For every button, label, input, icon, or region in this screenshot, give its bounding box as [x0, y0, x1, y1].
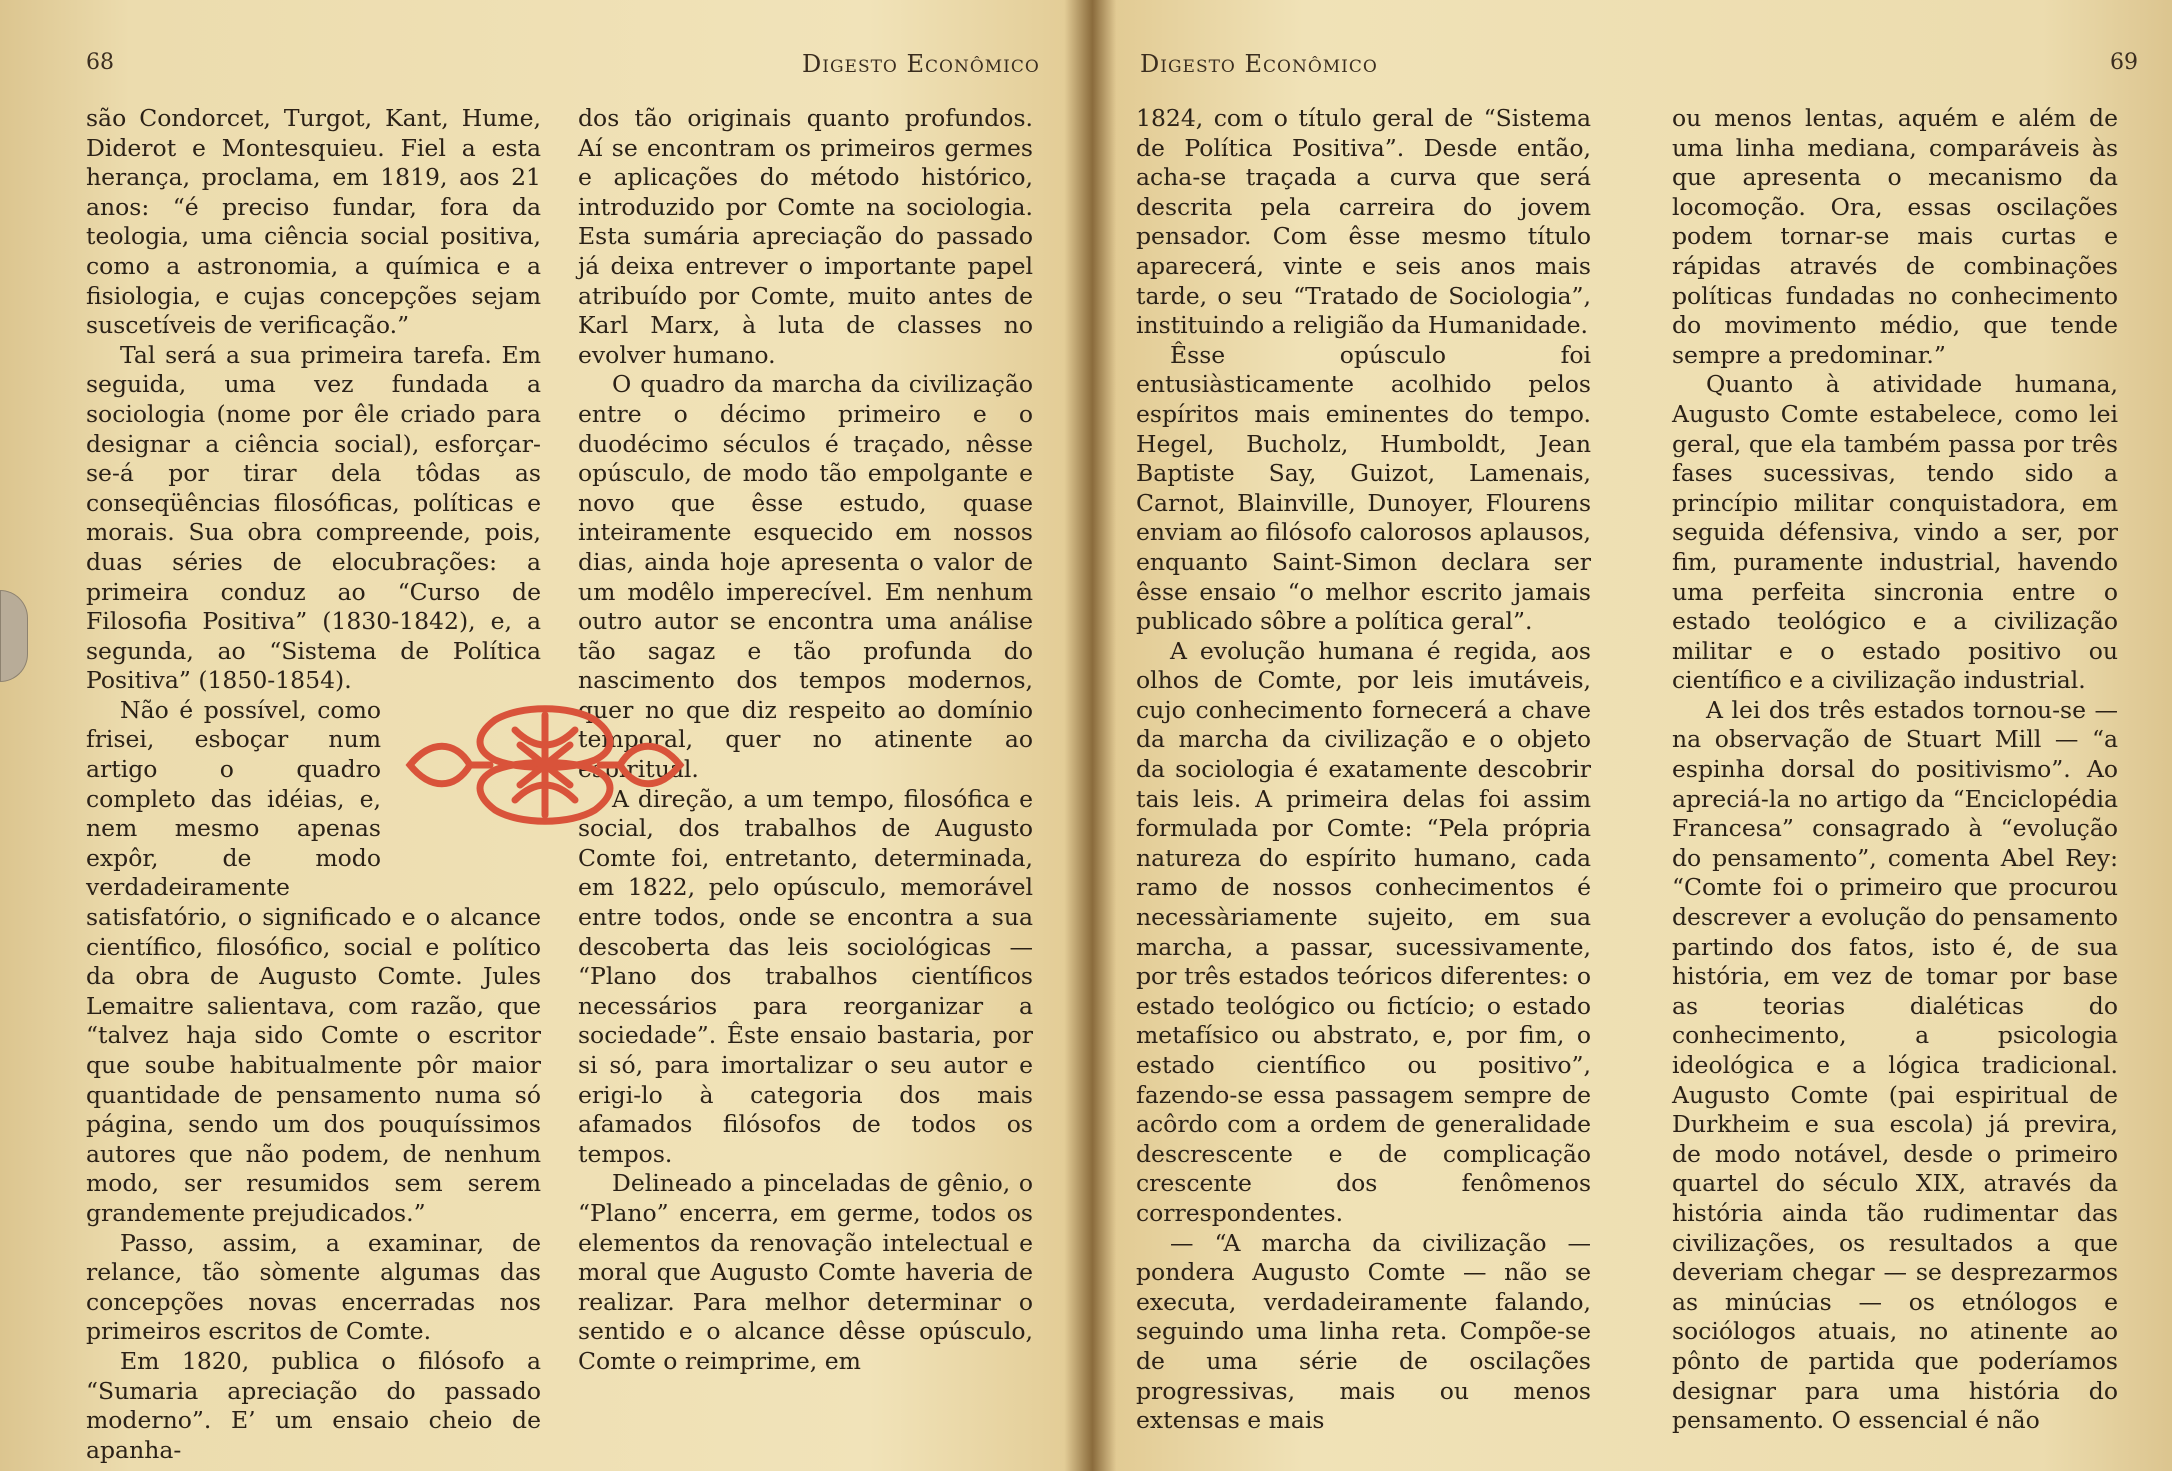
right-column-2 — [1672, 104, 2118, 1436]
paragraph: são Condorcet, Turgot, Kant, Hume, Diderot e Montesquieu. Fiel a esta herança, proclama, em 1819, aos 21 anos: “é preciso fundar, fora da teologia, uma ciência social positiva, como a astronomia, a química e a fisiologia, e cujas concepções sejam suscetíveis de verificação.” — [86, 104, 541, 340]
right-page — [1086, 0, 2172, 1471]
paragraph: dos tão originais quanto profundos. Aí se encontram os primeiros germes e aplicações do método histórico, introduzido por Comte na sociologia. Esta sumária apreciação do passado já deixa entrever o importante papel atribuído por Comte, muito antes de Karl Marx, à luta de classes no evolver humano. — [578, 104, 1033, 369]
paragraph: Delineado a pinceladas de gênio, o “Plano” encerra, em germe, todos os elementos da renovação intelectual e moral que Augusto Comte haveria de realizar. Para melhor determinar o sentido e o alcance dêsse opúsculo, Comte o reimprime, em — [578, 1169, 1033, 1375]
paragraph: ou menos lentas, aquém e além de uma linha mediana, comparáveis às que apresenta o mecanismo da locomoção. Ora, essas oscilações podem tornar-se mais curtas e rápidas através de combinações políticas fundadas no conhecimento do movimento médio, que tende sempre a predominar.” — [1672, 104, 2118, 369]
paragraph: — “A marcha da civilização — pondera Augusto Comte — não se executa, verdadeiramente falando, seguindo uma linha reta. Compõe-se de uma série de oscilações progressivas, mais ou menos extensas e mais — [1136, 1228, 1591, 1435]
paragraph: 1824, com o título geral de “Sistema de Política Positiva”. Desde então, acha-se traçada a curva que será descrita pela carreira do jovem pensador. Com êsse mesmo título aparecerá, vinte e seis anos mais tarde, o seu “Tratado de Sociologia”, instituindo a religião da Humanidade. — [1136, 104, 1591, 340]
paragraph: A evolução humana é regida, aos olhos de Comte, por leis imutáveis, cujo conhecimento fornecerá a chave da marcha da civilização e o objeto da sociologia é exatamente descobrir tais leis. A primeira delas foi assim formulada por Comte: “Pela própria natureza do espírito humano, cada ramo de nossos conhecimentos é necessàriamente sujeito, em sua marcha, a passar, sucessivamente, por três estados teóricos diferentes: o estado teológico ou fictício; o estado metafísico ou abstrato, e, por fim, o estado científico ou positivo”, fazendo-se essa passagem sempre de acôrdo com a ordem de generalidade descrescente e de complicação crescente dos fenômenos correspondentes. — [1136, 636, 1591, 1227]
paragraph: Quanto à atividade humana, Augusto Comte estabelece, como lei geral, que ela também passa por três fases sucessivas, tendo sido a princípio militar conquistadora, em seguida défensiva, vindo a ser, por fim, puramente industrial, havendo uma perfeita sincronia entre o estado teológico e a civilização militar e o estado positivo ou científico e a civilização industrial. — [1672, 370, 2118, 695]
paragraph: A lei dos três estados tornou-se — na observação de Stuart Mill — “a espinha dorsal do positivismo”. Ao apreciá-la no artigo da “Enciclopédia Francesa” consagrado à “evolução do pensamento”, comenta Abel Rey: “Comte foi o primeiro que procurou descrever a evolução do pensamento partindo dos fatos, isto é, de sua história, em vez de tomar por base as teorias dialéticas do conhecimento, a psicologia ideológica e a lógica tradicional. Augusto Comte (pai espiritual de Durkheim e sua escola) já previra, de modo notável, desde o primeiro quartel do século XIX, através da história ainda tão rudimentar das civilizações, os resultados a que deveriam chegar — se desprezarmos as minúcias — os etnólogos e sociólogos atuais, no atinente ao pônto de partida que poderíamos designar para uma história do pensamento. O essencial é não — [1672, 695, 2118, 1435]
paragraph: Tal será a sua primeira tarefa. Em seguida, uma vez fundada a sociologia (nome por êle criado para designar a ciência social), esforçar-se-á por tirar dela tôdas as conseqüências filosóficas, políticas e morais. Sua obra compreende, pois, duas séries de elocubrações: a primeira conduz ao “Curso de Filosofia Positiva” (1830-1842), e, a segunda, ao “Sistema de Política Positiva” (1850-1854). — [86, 340, 541, 695]
decorative-ornament — [400, 700, 690, 830]
paragraph: Passo, assim, a examinar, de relance, tão sòmente algumas das concepções novas encerradas nos primeiros escritos de Comte. — [86, 1228, 541, 1346]
paragraph: Não é possível, como frisei, esboçar num artigo o quadro completo das idéias, e, nem mesmo apenas expôr, de modo verdadeiramente satisfatório, o significado e o alcance científico, filosófico, social e político da obra de Augusto Comte. Jules Lemaitre salientava, com razão, que “talvez haja sido Comte o escritor que soube habitualmente pôr maior quantidade de pensamento numa só página, sendo um dos pouquíssimos autores que não podem, de nenhum modo, ser resumidos sem serem grandemente prejudicados.” — [86, 695, 541, 1227]
paragraph: A direção, a um tempo, filosófica e social, dos trabalhos de Augusto Comte foi, entretanto, determinada, em 1822, pelo opúsculo, memorável entre todos, onde se encontra a sua descoberta das leis sociológicas — “Plano dos trabalhos científicos necessários para reorganizar a sociedade”. Êste ensaio bastaria, por si só, para imortalizar o seu autor e erigi-lo à categoria dos mais afamados filósofos de todos os tempos. — [578, 784, 1033, 1168]
page-number: 69 — [2110, 50, 2138, 75]
running-head: Digesto Econômico — [802, 50, 1040, 78]
page-number: 68 — [86, 50, 114, 75]
paragraph: Em 1820, publica o filósofo a “Sumaria apreciação do passado moderno”. E’ um ensaio cheio de apanha- — [86, 1346, 541, 1464]
right-column-1 — [1136, 104, 1591, 1436]
paragraph: O quadro da marcha da civilização entre o décimo primeiro e o duodécimo séculos é traçado, nêsse opúsculo, de modo tão empolgante e novo que êsse estudo, quase inteiramente esquecido em nossos dias, ainda hoje apresenta o valor de um modêlo imperecível. Em nenhum outro autor se encontra uma análise tão sagaz e tão profunda do nascimento dos tempos modernos, quer no que diz respeito ao domínio temporal, quer no atinente ao espiritual. — [578, 370, 1033, 784]
running-head: Digesto Econômico — [1140, 50, 1378, 78]
paragraph: Êsse opúsculo foi entusiàsticamente acolhido pelos espíritos mais eminentes do tempo. Hegel, Bucholz, Humboldt, Jean Baptiste Say, Guizot, Lamenais, Carnot, Blainville, Dunoyer, Flourens enviam ao filósofo calorosos aplausos, enquanto Saint-Simon declara ser êsse ensaio “o melhor escrito jamais publicado sôbre a política geral”. — [1136, 340, 1591, 636]
